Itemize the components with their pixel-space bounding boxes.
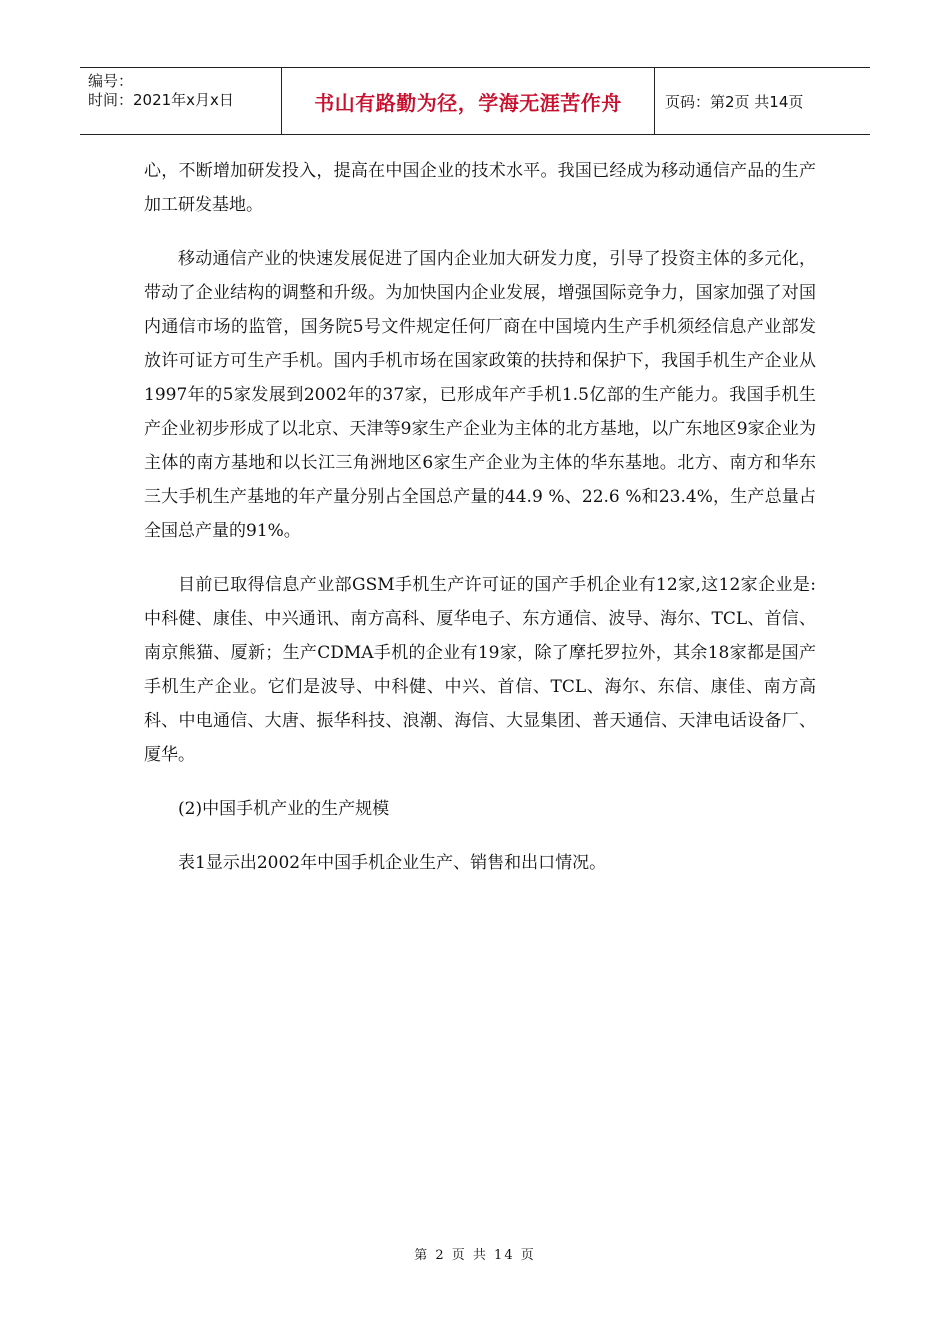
paragraph-continuation: 心，不断增加研发投入，提高在中国企业的技术水平。我国已经成为移动通信产品的生产加工研发基地。 xyxy=(144,161,816,215)
section-heading: (2)中国手机产业的生产规模 xyxy=(178,799,390,819)
page-footer: 第 2 页 共 14 页 xyxy=(414,1248,536,1263)
page-header xyxy=(80,67,870,135)
paragraph-table-reference: 表1显示出2002年中国手机企业生产、销售和出口情况。 xyxy=(178,853,607,873)
document-number-label: 编号： xyxy=(88,72,134,90)
header-meta xyxy=(80,68,281,134)
document-date: 时间：2021年x月x日 xyxy=(88,91,234,109)
header-motto: 书山有路勤为径，学海无涯苦作舟 xyxy=(281,68,655,134)
document-body xyxy=(144,154,816,900)
paragraph-licensed-companies: 目前已取得信息产业部GSM手机生产许可证的国产手机企业有12家,这12家企业是:中科健、康佳、中兴通讯、南方高科、厦华电子、东方通信、波导、海尔、TCL、首信、南京熊猫、厦新；生产CDMA手机的企业有19家，除了摩托罗拉外，其余18家都是国产手机生产企业。它们是波导、中科健、中兴、首信、TCL、海尔、东信、康佳、南方高科、中电通信、大唐、振华科技、浪潮、海信、大显集团、普天通信、天津电话设备厂、厦华。 xyxy=(144,575,816,765)
paragraph-industry-development: 移动通信产业的快速发展促进了国内企业加大研发力度，引导了投资主体的多元化，带动了企业结构的调整和升级。为加快国内企业发展，增强国际竞争力，国家加强了对国内通信市场的监管，国务院5号文件规定任何厂商在中国境内生产手机须经信息产业部发放许可证方可生产手机。国内手机市场在国家政策的扶持和保护下，我国手机生产企业从1997年的5家发展到2002年的37家，已形成年产手机1.5亿部的生产能力。我国手机生产企业初步形成了以北京、天津等9家生产企业为主体的北方基地，以广东地区9家企业为主体的南方基地和以长江三角洲地区6家生产企业为主体的华东基地。北方、南方和华东三大手机生产基地的年产量分别占全国总产量的44.9 %、22.6 %和23.4%，生产总量占全国总产量的91%。 xyxy=(144,249,816,541)
header-page-info: 页码：第2页 共14页 xyxy=(665,92,804,111)
